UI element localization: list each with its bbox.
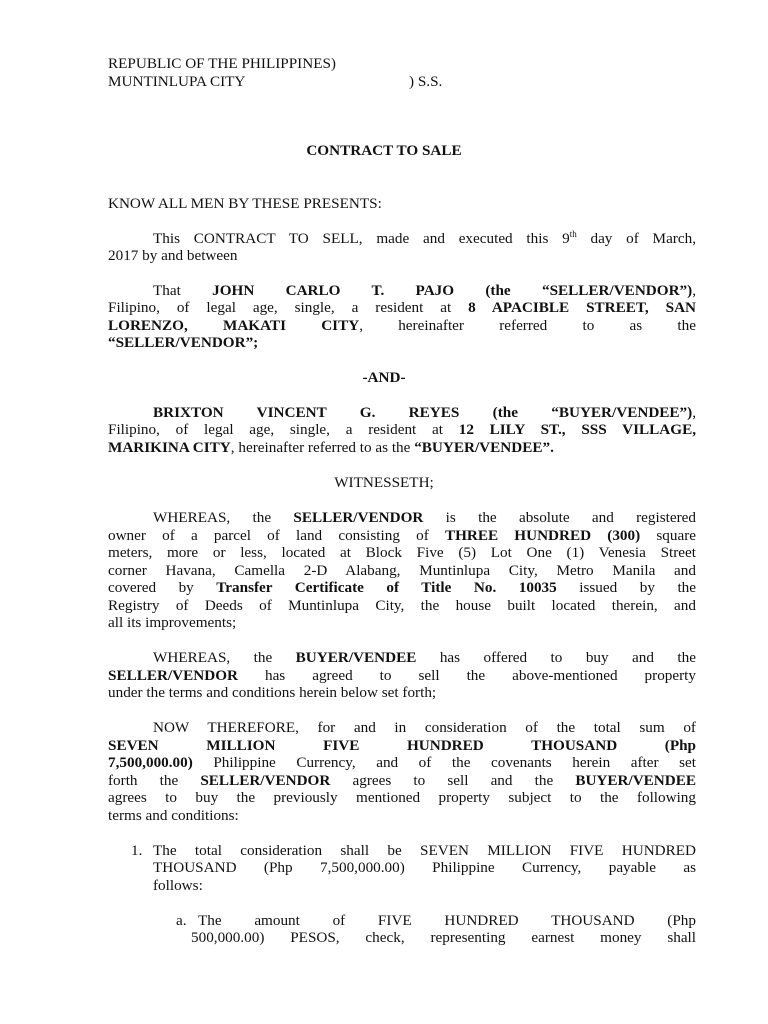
buyer-line-3 (108, 439, 554, 457)
w1-title-no: Transfer Certificate of Title No. 10035 (216, 579, 557, 596)
p1-text-a: This CONTRACT TO SELL, made and executed this 9 (153, 230, 570, 247)
venue-line-1 (108, 55, 336, 73)
w2-l1-post: has offered to buy and the (416, 649, 696, 666)
buyer-l2-pre: Filipino, of legal age, single, a resident at (108, 421, 459, 438)
seller-address-1: 8 APACIBLE STREET, SAN (468, 299, 697, 316)
buyer-label: “BUYER/VENDEE”. (414, 439, 554, 456)
w1-seller: SELLER/VENDOR (293, 509, 424, 526)
w2-buyer: BUYER/VENDEE (295, 649, 417, 666)
now-therefore-line-5: agrees to buy the previously mentioned property subject to the following (108, 789, 696, 806)
whereas-2-line-3: under the terms and conditions herein below set forth; (108, 684, 437, 701)
w1-l1-pre: WHEREAS, the (153, 509, 294, 526)
whereas-1-line-1 (153, 509, 696, 527)
w2-l1-pre: WHEREAS, the (153, 649, 296, 666)
w2-l2-post: has agreed to sell the above-mentioned property (237, 667, 696, 684)
whereas-1-line-4: corner Havana, Camella 2-D Alabang, Muntinlupa City, Metro Manila and (108, 562, 696, 579)
buyer-address-2: MARIKINA CITY (108, 439, 231, 456)
item-1a-letter: a. (176, 912, 187, 929)
venue-republic: REPUBLIC OF THE PHILIPPINES) (108, 55, 336, 72)
whereas-1-line-5 (108, 579, 696, 597)
w2-seller: SELLER/VENDOR (108, 667, 238, 684)
w1-l2-post: square (640, 527, 696, 544)
intro-line: KNOW ALL MEN BY THESE PRESENTS: (108, 195, 382, 212)
item-1a-line-1: The amount of FIVE HUNDRED THOUSAND (Php (198, 912, 696, 929)
para-execution-line-1 (153, 230, 696, 248)
seller-line-1 (153, 282, 696, 300)
item-1-line-2: THOUSAND (Php 7,500,000.00) Philippine Currency, payable as (153, 859, 696, 876)
now-therefore-line-2: SEVEN MILLION FIVE HUNDRED THOUSAND (Php (108, 737, 696, 754)
w1-l2-pre: owner of a parcel of land consisting of (108, 527, 445, 544)
buyer-l1-post: , (692, 404, 696, 421)
seller-l1-post: , (692, 282, 696, 299)
seller-l3-post: , hereinafter referred to as the (359, 317, 696, 334)
seller-line-4: “SELLER/VENDOR”; (108, 334, 259, 351)
item-1-number: 1. (131, 842, 143, 859)
witnesseth-heading: WITNESSETH; (334, 474, 434, 491)
seller-line-3 (108, 317, 696, 335)
item-1-line-1: The total consideration shall be SEVEN MILLION FIVE HUNDRED (153, 842, 696, 859)
buyer-address-1: 12 LILY ST., SSS VILLAGE, (458, 421, 696, 438)
now-l3-post: Philippine Currency, and of the covenants herein after set (192, 754, 696, 771)
whereas-1-line-7: all its improvements; (108, 614, 237, 631)
whereas-1-line-6: Registry of Deeds of Muntinlupa City, the house built located therein, and (108, 597, 696, 614)
item-1a-line-2: 500,000.00) PESOS, check, representing earnest money shall (191, 929, 696, 946)
seller-l2-pre: Filipino, of legal age, single, a resident at (108, 299, 469, 316)
p1-sup: th (569, 229, 577, 239)
seller-address-2: LORENZO, MAKATI CITY (108, 317, 360, 334)
item-1-line-3: follows: (153, 877, 203, 894)
now-therefore-line-3 (108, 754, 696, 772)
now-amount: 7,500,000.00) (108, 754, 193, 771)
seller-l1-pre: That (153, 282, 213, 299)
w1-l5-pre: covered by (108, 579, 217, 596)
now-therefore-line-1: NOW THEREFORE, for and in consideration of the total sum of (153, 719, 696, 736)
buyer-l3-post: , hereinafter referred to as the (230, 439, 415, 456)
document-title: CONTRACT TO SALE (306, 142, 462, 159)
venue-ss (409, 73, 442, 91)
now-l4-pre: forth the (108, 772, 201, 789)
buyer-line-2 (108, 421, 696, 439)
venue-line-2 (108, 73, 245, 91)
p1-text-b: day of March, (576, 230, 696, 247)
w1-l5-post: issued by the (556, 579, 696, 596)
venue-city: MUNTINLUPA CITY (108, 73, 246, 90)
seller-line-2 (108, 299, 696, 317)
para-execution-line-2: 2017 by and between (108, 247, 238, 264)
now-buyer: BUYER/VENDEE (575, 772, 697, 789)
now-l4-mid: agrees to sell and the (330, 772, 576, 789)
whereas-2-line-2 (108, 667, 696, 685)
buyer-line-1 (153, 404, 696, 422)
buyer-name: BRIXTON VINCENT G. REYES (the “BUYER/VENDEE”) (153, 404, 693, 421)
w1-area: THREE HUNDRED (300) (444, 527, 641, 544)
now-therefore-line-4 (108, 772, 696, 790)
whereas-2-line-1 (153, 649, 696, 667)
venue-ss-text: ) S.S. (409, 73, 443, 90)
now-therefore-line-6: terms and conditions: (108, 807, 239, 824)
whereas-1-line-3: meters, more or less, located at Block Five (5) Lot One (1) Venesia Street (108, 544, 696, 561)
now-seller: SELLER/VENDOR (200, 772, 331, 789)
whereas-1-line-2 (108, 527, 696, 545)
seller-name: JOHN CARLO T. PAJO (the “SELLER/VENDOR”) (212, 282, 693, 299)
w1-l1-post: is the absolute and registered (423, 509, 696, 526)
and-separator: -AND- (362, 369, 406, 386)
